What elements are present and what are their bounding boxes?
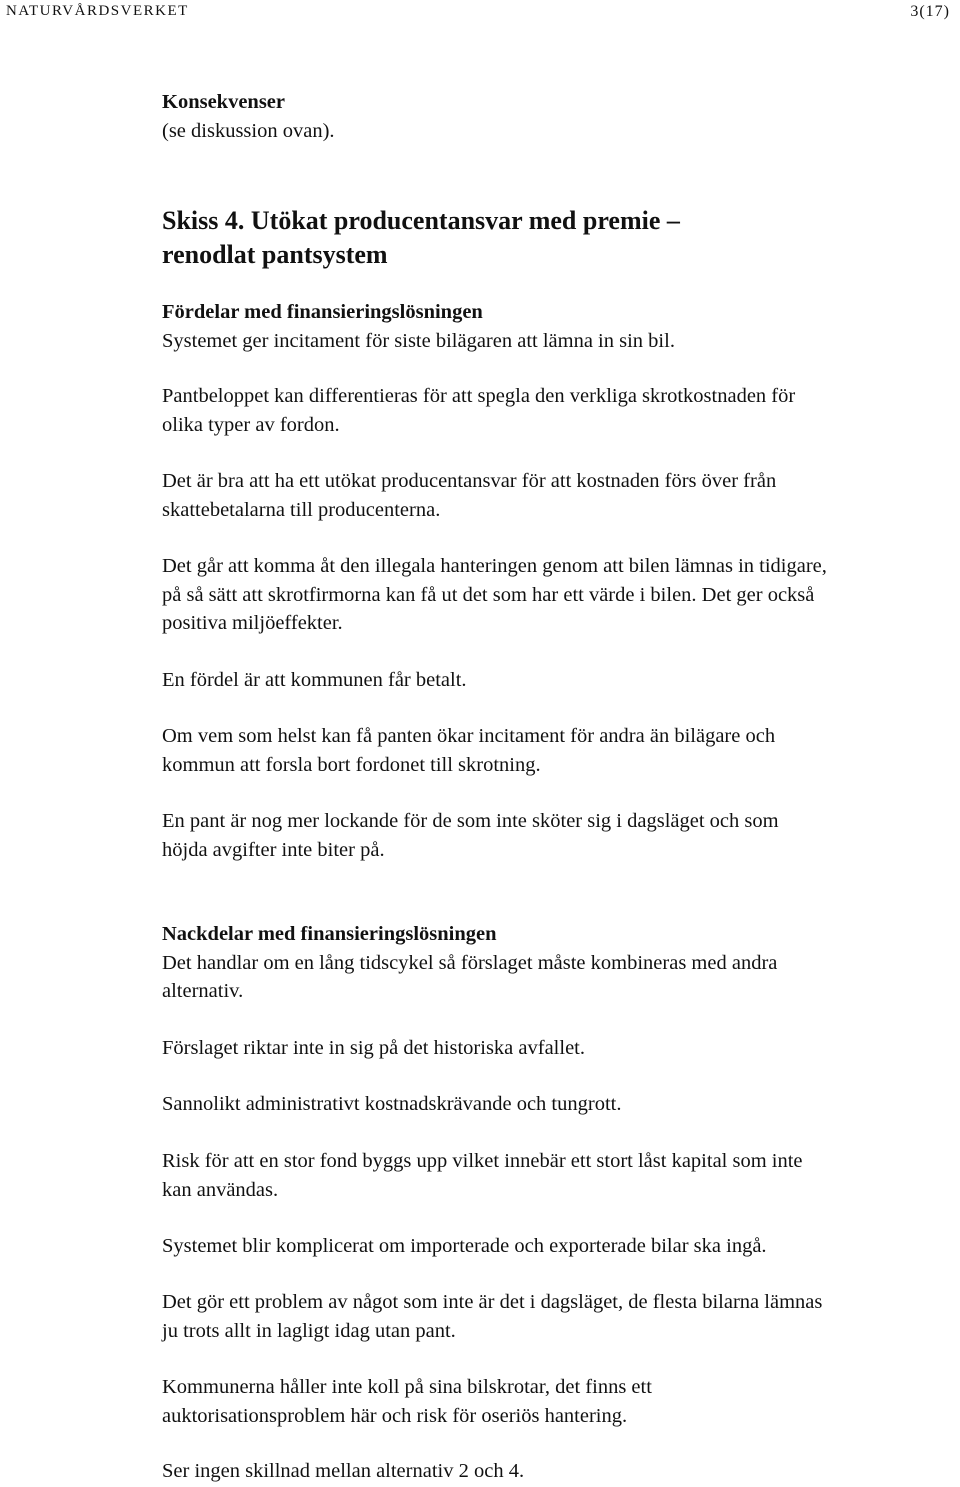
fordelar-paragraph-6 <box>162 722 952 779</box>
nackdelar-paragraph-3-line-1: Sannolikt administrativt kostnadskrävande och tungrott. <box>162 1093 622 1115</box>
nackdelar-paragraph-4-line-1: Risk för att en stor fond byggs upp vilket innebär ett stort låst kapital som inte <box>162 1150 803 1172</box>
fordelar-paragraph-3-line-2: skattebetalarna till producenterna. <box>162 498 441 521</box>
nackdelar-paragraph-1-line-1: Det handlar om en lång tidscykel så förslaget måste kombineras med andra <box>162 951 778 974</box>
fordelar-paragraph-6-line-1: Om vem som helst kan få panten ökar incitament för andra än bilägare och <box>162 725 776 747</box>
konsekvenser-text: (se diskussion ovan). <box>162 119 335 142</box>
nackdelar-paragraph-2-line-1: Förslaget riktar inte in sig på det historiska avfallet. <box>162 1037 585 1059</box>
fordelar-paragraph-7-line-1: En pant är nog mer lockande för de som inte sköter sig i dagsläget och som <box>162 810 779 832</box>
nackdelar-paragraph-6-line-1: Det gör ett problem av något som inte är det i dagsläget, de flesta bilarna lämnas <box>162 1291 823 1313</box>
fordelar-paragraph-4-line-1: Det går att komma åt den illegala hanteringen genom att bilen lämnas in tidigare, <box>162 555 827 577</box>
fordelar-paragraph-5-line-1: En fördel är att kommunen får betalt. <box>162 669 467 691</box>
fordelar-paragraph-6-line-2: kommun att forsla bort fordonet till skrotning. <box>162 753 541 776</box>
nackdelar-paragraph-3 <box>162 1090 952 1119</box>
fordelar-intro <box>162 298 952 355</box>
nackdelar-paragraph-8 <box>162 1457 952 1486</box>
nackdelar-paragraph-2 <box>162 1034 952 1063</box>
fordelar-paragraph-5 <box>162 666 952 695</box>
nackdelar-paragraph-6-line-2: ju trots allt in lagligt idag utan pant. <box>162 1319 456 1342</box>
page-number: 3(17) <box>910 3 950 20</box>
konsekvenser-section <box>162 88 952 145</box>
fordelar-paragraph-4-line-3: positiva miljöeffekter. <box>162 612 343 634</box>
nackdelar-paragraph-5-line-1: Systemet blir komplicerat om importerade och exporterade bilar ska ingå. <box>162 1235 767 1257</box>
skiss-title-line-2: renodlat pantsystem <box>162 240 388 269</box>
konsekvenser-heading: Konsekvenser <box>162 91 285 113</box>
fordelar-paragraph-4-line-2: på så sätt att skrotfirmorna kan få ut det som har ett värde i bilen. Det ger också <box>162 583 815 606</box>
nackdelar-paragraph-5 <box>162 1232 952 1261</box>
fordelar-paragraph-2 <box>162 382 952 439</box>
nackdelar-paragraph-7 <box>162 1373 952 1430</box>
nackdelar-paragraph-7-line-1: Kommunerna håller inte koll på sina bilskrotar, det finns ett <box>162 1376 652 1398</box>
fordelar-paragraph-3-line-1: Det är bra att ha ett utökat producentansvar för att kostnaden förs över från <box>162 470 777 492</box>
nackdelar-paragraph-8-line-1: Ser ingen skillnad mellan alternativ 2 och 4. <box>162 1460 525 1482</box>
skiss-title-line-1: Skiss 4. Utökat producentansvar med premie – <box>162 206 680 235</box>
fordelar-paragraph-2-line-1: Pantbeloppet kan differentieras för att spegla den verkliga skrotkostnaden för <box>162 385 796 407</box>
fordelar-paragraph-2-line-2: olika typer av fordon. <box>162 413 340 436</box>
nackdelar-heading: Nackdelar med finansieringslösningen <box>162 923 497 945</box>
nackdelar-intro <box>162 920 952 1006</box>
nackdelar-paragraph-7-line-2: auktorisationsproblem här och risk för oseriös hantering. <box>162 1404 628 1427</box>
header-organization: NATURVÅRDSVERKET <box>6 3 189 19</box>
nackdelar-paragraph-4 <box>162 1147 952 1204</box>
fordelar-paragraph-4 <box>162 552 952 638</box>
fordelar-paragraph-1: Systemet ger incitament för siste bilägaren att lämna in sin bil. <box>162 329 675 352</box>
nackdelar-paragraph-6 <box>162 1288 952 1345</box>
skiss-title <box>162 204 680 272</box>
fordelar-paragraph-3 <box>162 467 952 524</box>
fordelar-paragraph-7-line-2: höjda avgifter inte biter på. <box>162 838 385 861</box>
nackdelar-paragraph-1-line-2: alternativ. <box>162 980 244 1002</box>
nackdelar-paragraph-4-line-2: kan användas. <box>162 1178 279 1201</box>
fordelar-heading: Fördelar med finansieringslösningen <box>162 301 483 323</box>
fordelar-paragraph-7 <box>162 807 952 864</box>
